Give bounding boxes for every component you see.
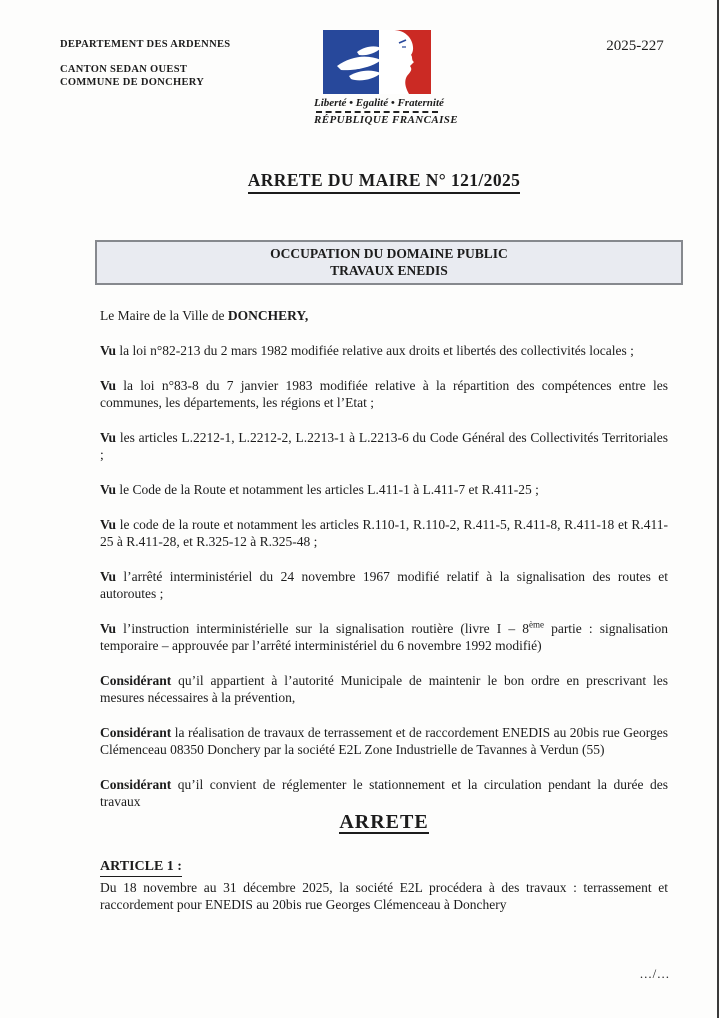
republic-label: RÉPUBLIQUE FRANCAISE (314, 114, 459, 126)
subject-box (95, 240, 683, 285)
vu-paragraph: Vu l’arrêté interministériel du 24 novembre 1967 modifié relatif à la signalisation des routes et autoroutes ; (100, 569, 668, 601)
commune-label: COMMUNE DE DONCHERY (60, 77, 205, 88)
ordinal-superscript: ème (528, 619, 544, 630)
motto-separator (316, 111, 438, 113)
vu-paragraph: Vu le code de la route et notamment les articles R.110-1, R.110-2, R.411-5, R.411-8, R.411-18 et R.411-25 à R.411-28, et R.325-12 à R.325-48 ; (100, 517, 668, 549)
department-label: DEPARTEMENT DES ARDENNES (60, 39, 231, 50)
vu-paragraph: Vu l’instruction interministérielle sur la signalisation routière (livre I – 8ème partie : signalisation temporaire – approuvée par l’arrêté interministériel du 6 novembre 1992 modifié) (100, 619, 669, 653)
continuation-mark: .../... (639, 966, 670, 981)
vu-paragraph: Vu la loi n°82-213 du 2 mars 1982 modifiée relative aux droits et libertés des collectivités locales ; (100, 343, 634, 358)
opening-line: Le Maire de la Ville de DONCHERY, (100, 308, 309, 323)
article-1-text: Du 18 novembre au 31 décembre 2025, la société E2L procédera à des travaux : terrassement et raccordement pour ENEDIS au 20bis rue Georges Clémenceau à Donchery (100, 880, 668, 912)
canton-label: CANTON SEDAN OUEST (60, 64, 188, 75)
marianne-logo-icon (323, 30, 431, 94)
document-title (100, 170, 668, 194)
document-title-text: ARRETE DU MAIRE N° 121/2025 (248, 170, 521, 194)
vu-paragraph: Vu la loi n°83-8 du 7 janvier 1983 modifiée relative à la répartition des compétences entre les communes, les départements, les régions et l’Etat ; (100, 378, 668, 410)
republic-logo-block (314, 30, 459, 126)
subject-line-1: OCCUPATION DU DOMAINE PUBLIC (270, 246, 508, 261)
considerant-paragraph: Considérant qu’il convient de réglementer le stationnement et la circulation pendant la durée des travaux (100, 777, 668, 809)
republic-motto: Liberté • Egalité • Fraternité (314, 97, 444, 109)
arrete-heading: ARRETE (339, 811, 429, 833)
subject-line-2: TRAVAUX ENEDIS (330, 263, 448, 278)
document-reference: 2025-227 (606, 38, 664, 54)
commune-name: DONCHERY, (227, 308, 309, 323)
considerant-paragraph: Considérant la réalisation de travaux de terrassement et de raccordement ENEDIS au 20bis rue Georges Clémenceau 08350 Donchery par la société E2L Zone Industrielle de Tavannes à Verdun (55) (100, 725, 668, 757)
considerant-paragraph: Considérant qu’il appartient à l’autorité Municipale de maintenir le bon ordre en prescrivant les mesures nécessaires à la prévention, (100, 673, 668, 705)
document-body (0, 170, 720, 913)
decree-text (100, 307, 668, 913)
vu-paragraph: Vu le Code de la Route et notamment les articles L.411-1 à L.411-7 et R.411-25 ; (100, 482, 539, 497)
vu-paragraph: Vu les articles L.2212-1, L.2212-2, L.2213-1 à L.2213-6 du Code Général des Collectivités Territoriales ; (100, 430, 668, 462)
administrative-header (60, 38, 230, 89)
article-1-heading: ARTICLE 1 : (100, 858, 668, 877)
